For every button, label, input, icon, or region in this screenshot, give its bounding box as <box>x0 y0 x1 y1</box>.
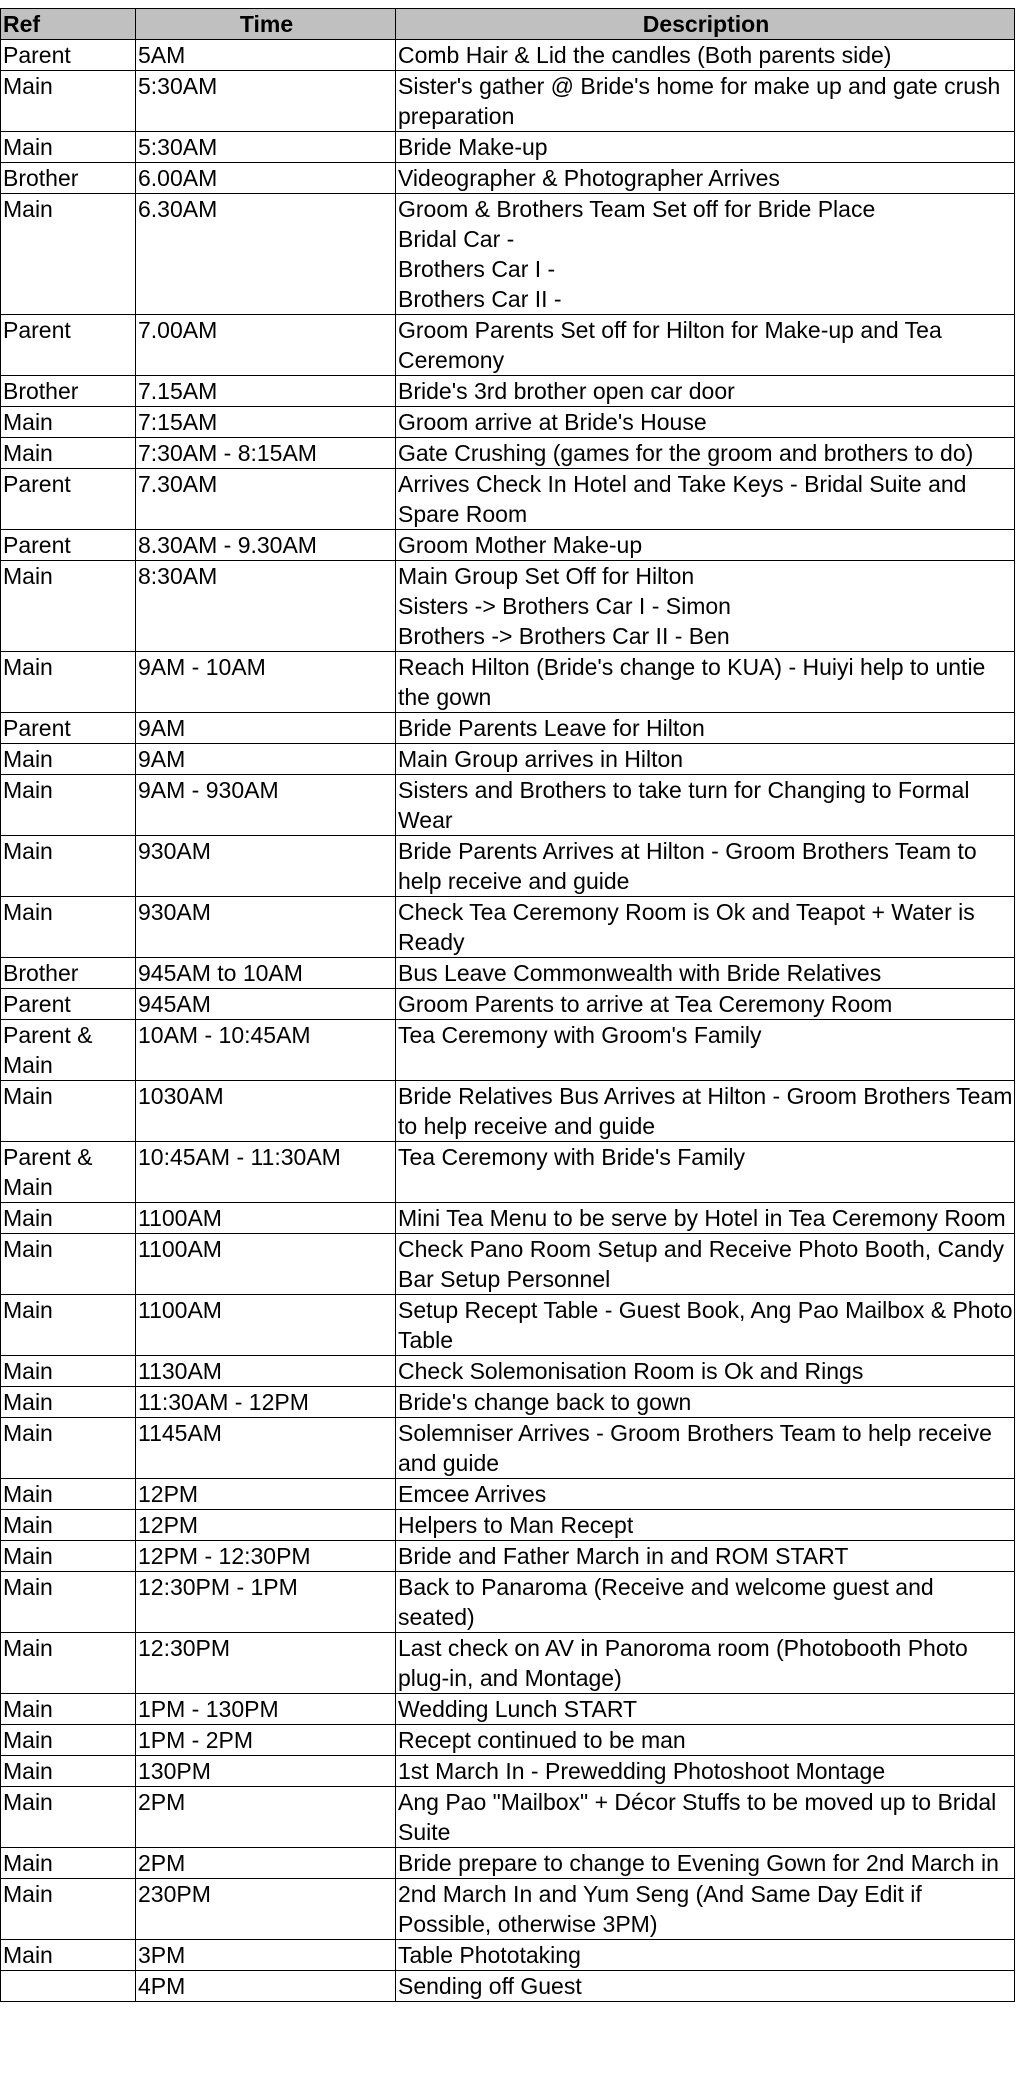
description-cell: Groom & Brothers Team Set off for Bride Place Bridal Car - Brothers Car I - Brothers Car II - <box>396 194 1015 315</box>
table-row <box>1 1203 1015 1234</box>
table-row <box>1 897 1015 958</box>
table-row <box>1 1020 1015 1081</box>
table-row <box>1 1725 1015 1756</box>
table-row <box>1 1295 1015 1356</box>
table-row <box>1 713 1015 744</box>
table-row <box>1 652 1015 713</box>
time-cell: 12PM <box>136 1479 396 1510</box>
description-cell: Bride Parents Leave for Hilton <box>396 713 1015 744</box>
table-row <box>1 376 1015 407</box>
time-cell: 930AM <box>136 836 396 897</box>
table-row <box>1 1418 1015 1479</box>
ref-cell: Parent <box>1 713 136 744</box>
table-row <box>1 438 1015 469</box>
time-cell: 6.00AM <box>136 163 396 194</box>
table-row <box>1 1971 1015 2002</box>
description-cell: Bride Relatives Bus Arrives at Hilton - Groom Brothers Team to help receive and guide <box>396 1081 1015 1142</box>
table-row <box>1 1940 1015 1971</box>
ref-cell: Main <box>1 1879 136 1940</box>
time-cell: 230PM <box>136 1879 396 1940</box>
time-cell: 1145AM <box>136 1418 396 1479</box>
ref-cell: Main <box>1 1387 136 1418</box>
description-cell: 2nd March In and Yum Seng (And Same Day Edit if Possible, otherwise 3PM) <box>396 1879 1015 1940</box>
time-cell: 1100AM <box>136 1203 396 1234</box>
time-cell: 9AM <box>136 744 396 775</box>
ref-cell: Parent <box>1 315 136 376</box>
ref-cell: Parent <box>1 469 136 530</box>
schedule-table <box>0 8 1015 2002</box>
table-row <box>1 315 1015 376</box>
ref-cell: Main <box>1 1694 136 1725</box>
time-cell: 3PM <box>136 1940 396 1971</box>
time-cell: 1100AM <box>136 1234 396 1295</box>
time-cell: 7.30AM <box>136 469 396 530</box>
description-cell: Bride and Father March in and ROM START <box>396 1541 1015 1572</box>
description-cell: Mini Tea Menu to be serve by Hotel in Tea Ceremony Room <box>396 1203 1015 1234</box>
table-row <box>1 1510 1015 1541</box>
ref-cell: Main <box>1 132 136 163</box>
description-cell: Groom Parents Set off for Hilton for Make-up and Tea Ceremony <box>396 315 1015 376</box>
time-cell: 1030AM <box>136 1081 396 1142</box>
ref-cell <box>1 1971 136 2002</box>
description-cell: Groom Mother Make-up <box>396 530 1015 561</box>
description-cell: Bride prepare to change to Evening Gown for 2nd March in <box>396 1848 1015 1879</box>
time-cell: 1PM - 130PM <box>136 1694 396 1725</box>
ref-cell: Main <box>1 194 136 315</box>
time-cell: 12PM - 12:30PM <box>136 1541 396 1572</box>
description-cell: Back to Panaroma (Receive and welcome guest and seated) <box>396 1572 1015 1633</box>
description-cell: Bride's change back to gown <box>396 1387 1015 1418</box>
table-row <box>1 1787 1015 1848</box>
time-cell: 12:30PM <box>136 1633 396 1694</box>
time-cell: 2PM <box>136 1848 396 1879</box>
ref-cell: Main <box>1 561 136 652</box>
ref-cell: Main <box>1 1356 136 1387</box>
description-cell: Groom arrive at Bride's House <box>396 407 1015 438</box>
ref-cell: Main <box>1 744 136 775</box>
time-cell: 8:30AM <box>136 561 396 652</box>
table-row <box>1 958 1015 989</box>
ref-cell: Main <box>1 775 136 836</box>
ref-cell: Main <box>1 1203 136 1234</box>
description-cell: Bride Parents Arrives at Hilton - Groom Brothers Team to help receive and guide <box>396 836 1015 897</box>
table-row <box>1 1356 1015 1387</box>
time-cell: 7.00AM <box>136 315 396 376</box>
time-cell: 10:45AM - 11:30AM <box>136 1142 396 1203</box>
table-row <box>1 989 1015 1020</box>
time-cell: 130PM <box>136 1756 396 1787</box>
description-cell: Comb Hair & Lid the candles (Both parents side) <box>396 40 1015 71</box>
ref-cell: Main <box>1 1418 136 1479</box>
description-cell: Arrives Check In Hotel and Take Keys - Bridal Suite and Spare Room <box>396 469 1015 530</box>
time-cell: 1130AM <box>136 1356 396 1387</box>
description-cell: Groom Parents to arrive at Tea Ceremony Room <box>396 989 1015 1020</box>
time-cell: 945AM to 10AM <box>136 958 396 989</box>
header-ref: Ref <box>1 9 136 40</box>
header-time: Time <box>136 9 396 40</box>
description-cell: Bus Leave Commonwealth with Bride Relatives <box>396 958 1015 989</box>
ref-cell: Main <box>1 1725 136 1756</box>
time-cell: 12:30PM - 1PM <box>136 1572 396 1633</box>
description-cell: Ang Pao "Mailbox" + Décor Stuffs to be moved up to Bridal Suite <box>396 1787 1015 1848</box>
ref-cell: Main <box>1 1633 136 1694</box>
ref-cell: Parent <box>1 530 136 561</box>
ref-cell: Main <box>1 71 136 132</box>
table-row <box>1 1879 1015 1940</box>
ref-cell: Main <box>1 1081 136 1142</box>
description-cell: Sister's gather @ Bride's home for make up and gate crush preparation <box>396 71 1015 132</box>
table-row <box>1 1572 1015 1633</box>
ref-cell: Main <box>1 1234 136 1295</box>
description-cell: Main Group Set Off for Hilton Sisters -> Brothers Car I - Simon Brothers -> Brothers Car II - Ben <box>396 561 1015 652</box>
time-cell: 12PM <box>136 1510 396 1541</box>
description-cell: 1st March In - Prewedding Photoshoot Montage <box>396 1756 1015 1787</box>
description-cell: Tea Ceremony with Groom's Family <box>396 1020 1015 1081</box>
description-cell: Reach Hilton (Bride's change to KUA) - Huiyi help to untie the gown <box>396 652 1015 713</box>
time-cell: 5:30AM <box>136 71 396 132</box>
table-row <box>1 1387 1015 1418</box>
table-row <box>1 1541 1015 1572</box>
time-cell: 9AM - 10AM <box>136 652 396 713</box>
time-cell: 8.30AM - 9.30AM <box>136 530 396 561</box>
ref-cell: Parent <box>1 40 136 71</box>
description-cell: Check Pano Room Setup and Receive Photo Booth, Candy Bar Setup Personnel <box>396 1234 1015 1295</box>
description-cell: Main Group arrives in Hilton <box>396 744 1015 775</box>
time-cell: 7:15AM <box>136 407 396 438</box>
table-row <box>1 407 1015 438</box>
ref-cell: Main <box>1 1295 136 1356</box>
description-cell: Check Solemonisation Room is Ok and Rings <box>396 1356 1015 1387</box>
description-cell: Gate Crushing (games for the groom and brothers to do) <box>396 438 1015 469</box>
time-cell: 930AM <box>136 897 396 958</box>
ref-cell: Parent & Main <box>1 1020 136 1081</box>
table-row <box>1 163 1015 194</box>
description-cell: Solemniser Arrives - Groom Brothers Team to help receive and guide <box>396 1418 1015 1479</box>
time-cell: 9AM - 930AM <box>136 775 396 836</box>
table-row <box>1 469 1015 530</box>
time-cell: 6.30AM <box>136 194 396 315</box>
description-cell: Bride Make-up <box>396 132 1015 163</box>
ref-cell: Brother <box>1 958 136 989</box>
ref-cell: Main <box>1 438 136 469</box>
time-cell: 2PM <box>136 1787 396 1848</box>
description-cell: Emcee Arrives <box>396 1479 1015 1510</box>
ref-cell: Main <box>1 1848 136 1879</box>
ref-cell: Brother <box>1 163 136 194</box>
ref-cell: Main <box>1 836 136 897</box>
time-cell: 5AM <box>136 40 396 71</box>
table-row <box>1 194 1015 315</box>
ref-cell: Main <box>1 1940 136 1971</box>
ref-cell: Main <box>1 407 136 438</box>
description-cell: Table Phototaking <box>396 1940 1015 1971</box>
table-row <box>1 1142 1015 1203</box>
ref-cell: Brother <box>1 376 136 407</box>
ref-cell: Main <box>1 1572 136 1633</box>
table-row <box>1 744 1015 775</box>
table-row <box>1 1081 1015 1142</box>
description-cell: Last check on AV in Panoroma room (Photobooth Photo plug-in, and Montage) <box>396 1633 1015 1694</box>
table-row <box>1 1694 1015 1725</box>
description-cell: Wedding Lunch START <box>396 1694 1015 1725</box>
description-cell: Sending off Guest <box>396 1971 1015 2002</box>
table-row <box>1 40 1015 71</box>
ref-cell: Parent <box>1 989 136 1020</box>
ref-cell: Main <box>1 1510 136 1541</box>
time-cell: 5:30AM <box>136 132 396 163</box>
description-cell: Recept continued to be man <box>396 1725 1015 1756</box>
time-cell: 10AM - 10:45AM <box>136 1020 396 1081</box>
ref-cell: Main <box>1 1787 136 1848</box>
table-row <box>1 836 1015 897</box>
header-description: Description <box>396 9 1015 40</box>
description-cell: Setup Recept Table - Guest Book, Ang Pao Mailbox & Photo Table <box>396 1295 1015 1356</box>
ref-cell: Main <box>1 897 136 958</box>
description-cell: Check Tea Ceremony Room is Ok and Teapot + Water is Ready <box>396 897 1015 958</box>
ref-cell: Main <box>1 1541 136 1572</box>
table-row <box>1 132 1015 163</box>
time-cell: 945AM <box>136 989 396 1020</box>
time-cell: 7.15AM <box>136 376 396 407</box>
time-cell: 7:30AM - 8:15AM <box>136 438 396 469</box>
description-cell: Tea Ceremony with Bride's Family <box>396 1142 1015 1203</box>
time-cell: 1100AM <box>136 1295 396 1356</box>
time-cell: 4PM <box>136 1971 396 2002</box>
ref-cell: Main <box>1 1479 136 1510</box>
description-cell: Sisters and Brothers to take turn for Changing to Formal Wear <box>396 775 1015 836</box>
table-row <box>1 530 1015 561</box>
ref-cell: Main <box>1 652 136 713</box>
table-row <box>1 1234 1015 1295</box>
time-cell: 11:30AM - 12PM <box>136 1387 396 1418</box>
table-row <box>1 775 1015 836</box>
description-cell: Helpers to Man Recept <box>396 1510 1015 1541</box>
table-row <box>1 71 1015 132</box>
table-row <box>1 1633 1015 1694</box>
ref-cell: Main <box>1 1756 136 1787</box>
description-cell: Videographer & Photographer Arrives <box>396 163 1015 194</box>
table-row <box>1 1479 1015 1510</box>
ref-cell: Parent & Main <box>1 1142 136 1203</box>
time-cell: 9AM <box>136 713 396 744</box>
table-row <box>1 1848 1015 1879</box>
table-row <box>1 561 1015 652</box>
description-cell: Bride's 3rd brother open car door <box>396 376 1015 407</box>
table-row <box>1 1756 1015 1787</box>
header-row <box>1 9 1015 40</box>
time-cell: 1PM - 2PM <box>136 1725 396 1756</box>
